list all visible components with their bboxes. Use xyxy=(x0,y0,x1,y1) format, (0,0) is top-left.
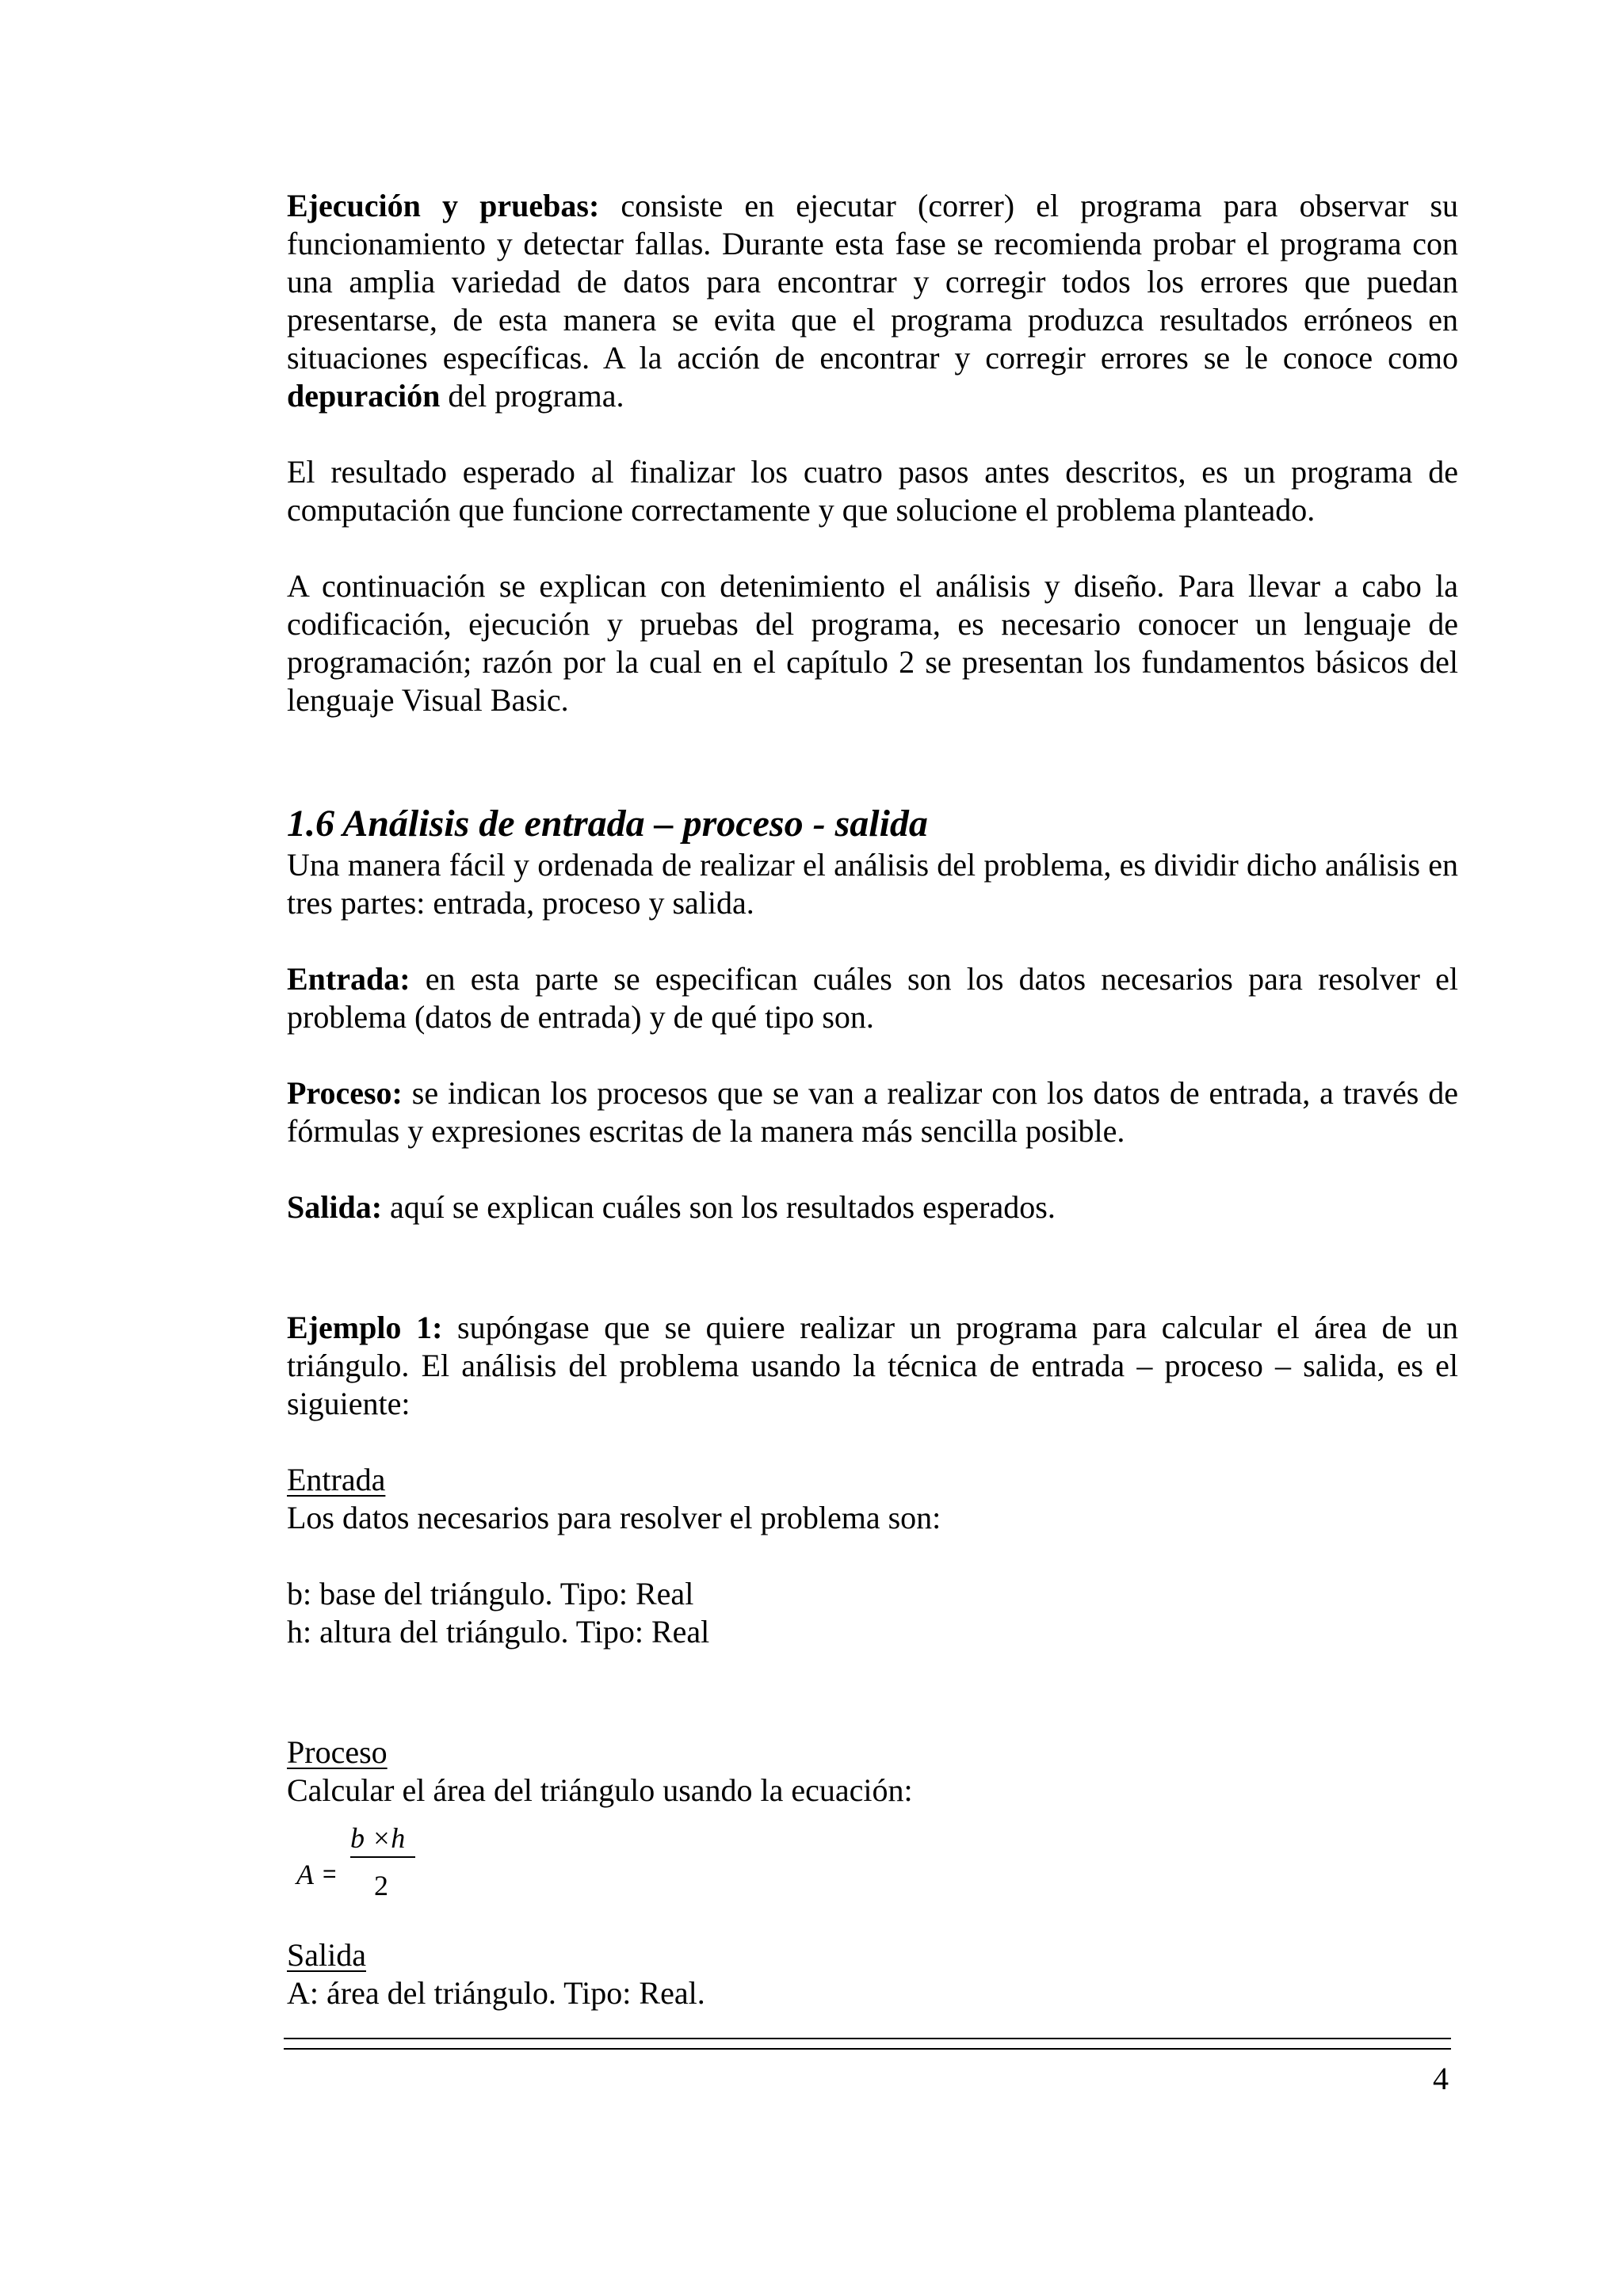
example-salida-desc: A: área del triángulo. Tipo: Real. xyxy=(287,1975,705,2011)
term-entrada: Entrada: xyxy=(287,961,411,997)
footer-rule-bottom xyxy=(284,2048,1451,2050)
equation-numerator: b ×h xyxy=(350,1822,406,1854)
paragraph-resultado: El resultado esperado al finalizar los cuatro pasos antes descritos, es un programa de computación que funcione correctamente y que solucione el problema planteado. xyxy=(287,454,1458,528)
paragraph-continuacion: A continuación se explican con detenimiento el análisis y diseño. Para llevar a cabo la codificación, ejecución y pruebas del programa, es necesario conocer un lenguaje de programación; razón por la cual en el capítulo 2 se presentan los fundamentos básicos del lenguaje Visual Basic. xyxy=(287,568,1458,718)
example-entrada-desc: Los datos necesarios para resolver el problema son: xyxy=(287,1500,941,1535)
section-heading: 1.6 Análisis de entrada – proceso - salida xyxy=(287,803,928,845)
page-number: 4 xyxy=(1433,2061,1449,2096)
paragraph-salida: Salida: aquí se explican cuáles son los resultados esperados. xyxy=(287,1189,1056,1225)
example-entrada-title: Entrada xyxy=(287,1462,386,1497)
example-proceso-desc: Calcular el área del triángulo usando la ecuación: xyxy=(287,1772,913,1808)
term-depuracion: depuración xyxy=(287,378,441,414)
term-salida: Salida: xyxy=(287,1189,383,1225)
paragraph-entrada: Entrada: en esta parte se especifican cuáles son los datos necesarios para resolver el problema (datos de entrada) y de qué tipo son. xyxy=(287,961,1458,1035)
example-var-b: b: base del triángulo. Tipo: Real xyxy=(287,1576,694,1611)
term-proceso: Proceso: xyxy=(287,1075,403,1111)
example-salida-title: Salida xyxy=(287,1937,366,1973)
example-var-h: h: altura del triángulo. Tipo: Real xyxy=(287,1614,710,1650)
equation-lhs: A xyxy=(296,1859,314,1890)
area-equation xyxy=(287,1819,1458,1922)
section-intro: Una manera fácil y ordenada de realizar el análisis del problema, es dividir dicho análisis en tres partes: entrada, proceso y salida. xyxy=(287,847,1458,921)
paragraph-ejecucion: Ejecución y pruebas: consiste en ejecutar (correr) el programa para observar su funcionamiento y detectar fallas. Durante esta fase se recomienda probar el programa con una amplia variedad de datos para encontrar y corregir todos los errores que puedan presentarse, de esta manera se evita que el programa produzca resultados erróneos en situaciones específicas. A la acción de encontrar y corregir errores se le conoce como depuración del programa. xyxy=(287,188,1459,414)
equation-denominator: 2 xyxy=(374,1870,388,1901)
fraction-bar xyxy=(350,1856,415,1858)
term-ejecucion: Ejecución y pruebas: xyxy=(287,188,600,223)
example-proceso-title: Proceso xyxy=(287,1734,388,1770)
equation-equals: = xyxy=(323,1861,337,1887)
footer-rule-top xyxy=(284,2038,1451,2039)
paragraph-proceso: Proceso: se indican los procesos que se van a realizar con los datos de entrada, a través de fórmulas y expresiones escritas de la manera más sencilla posible. xyxy=(287,1075,1458,1149)
term-ejemplo: Ejemplo 1: xyxy=(287,1310,443,1345)
page-content xyxy=(287,187,1458,2012)
paragraph-ejemplo: Ejemplo 1: supóngase que se quiere realizar un programa para calcular el área de un triángulo. El análisis del problema usando la técnica de entrada – proceso – salida, es el siguiente: xyxy=(287,1310,1458,1421)
